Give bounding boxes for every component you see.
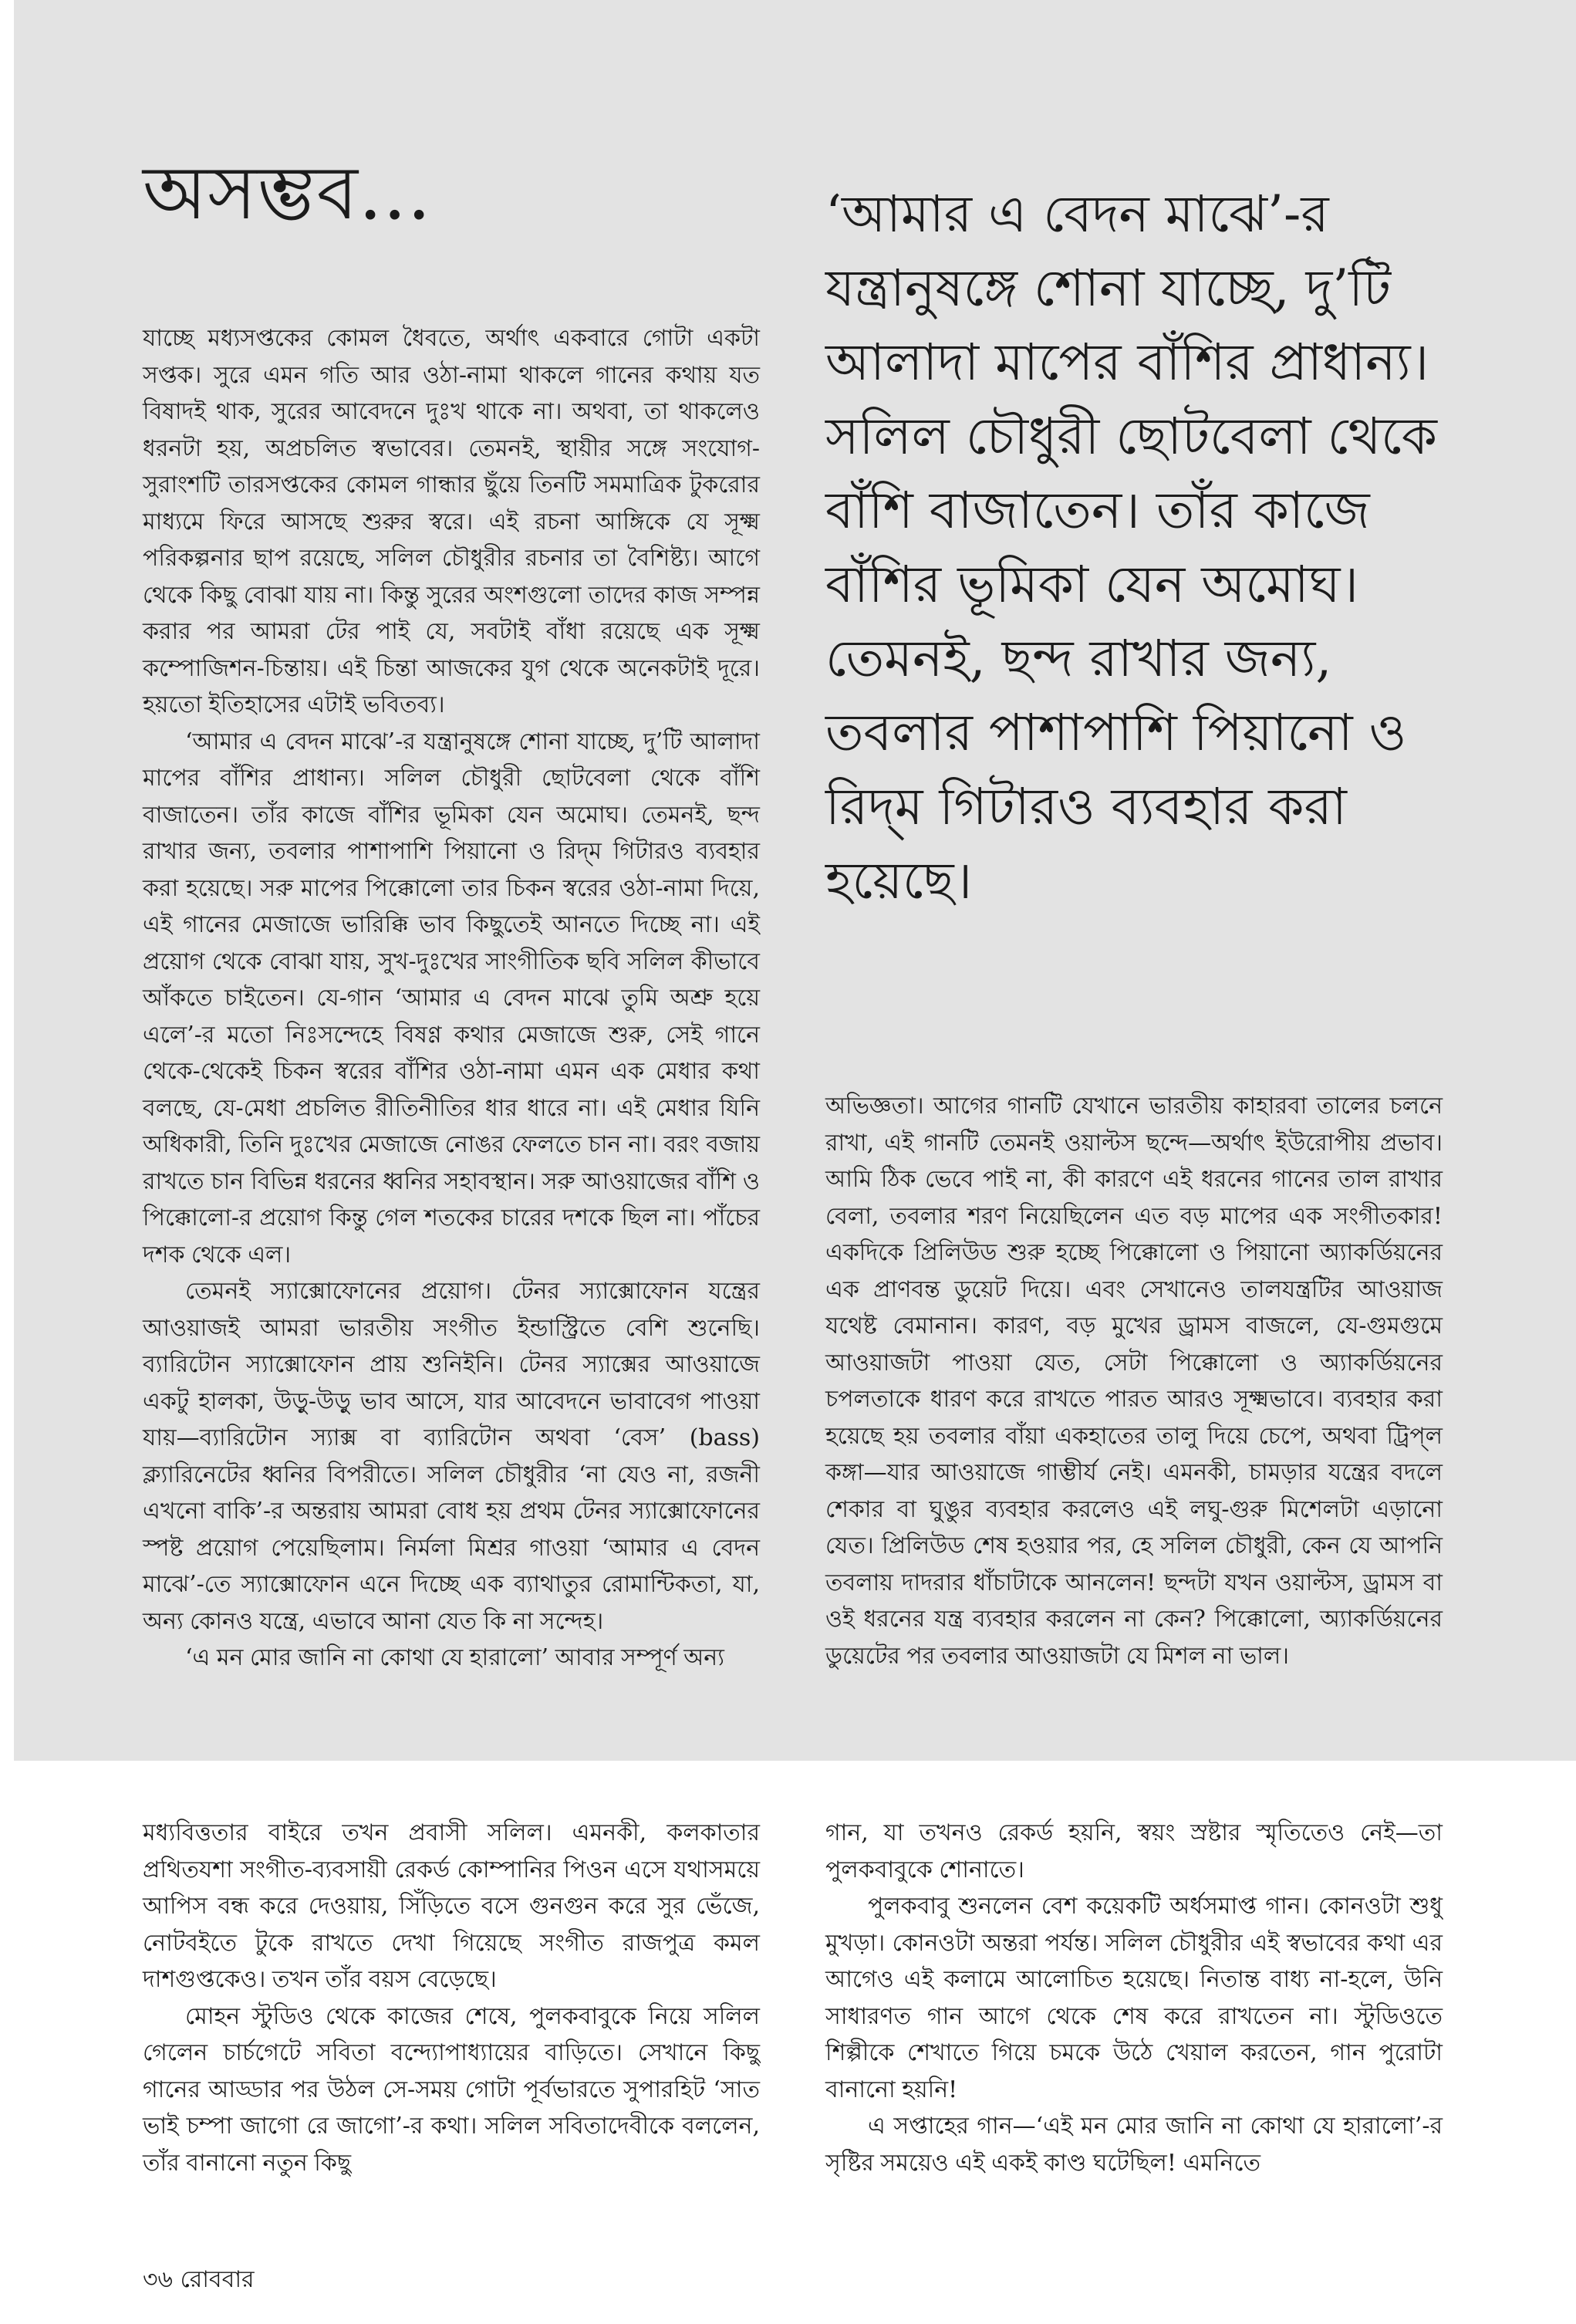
paragraph: যাচ্ছে মধ্যসপ্তকের কোমল ধৈবতে, অর্থাৎ একবারে গোটা একটা সপ্তক। সুরে এমন গতি আর ওঠা-নামা থাকলে গানের কথায় যত বিষাদই থাক, সুরের আবেদনে দুঃখ থাকে না। অথবা, তা থাকলেও ধরনটা হয়, অপ্রচলিত স্বভাবের। তেমনই, স্থায়ীর সঙ্গে সংযোগ-সুরাংশটি তারসপ্তকের কোমল গান্ধার ছুঁয়ে তিনটি সমমাত্রিক টুকরোর মাধ্যমে ফিরে আসছে শুরুর স্বরে। এই রচনা আঙ্গিকে যে সূক্ষ্ম পরিকল্পনার ছাপ রয়েছে, সলিল চৌধুরীর রচনার তা বৈশিষ্ট্য। আগে থেকে কিছু বোঝা যায় না। কিন্তু সুরের অংশগুলো তাদের কাজ সম্পন্ন করার পর আমরা টের পাই যে, সবটাই বাঁধা রয়েছে এক সূক্ষ্ম কম্পোজিশন-চিন্তায়। এই চিন্তা আজকের যুগ থেকে অনেকটাই দূরে। হয়তো ইতিহাসের এটাই ভবিতব্য। — [143, 325, 760, 718]
top-left-column — [143, 320, 760, 1677]
publication-name: রোববার — [180, 2266, 255, 2293]
paragraph: গান, যা তখনও রেকর্ড হয়নি, স্বয়ং স্রষ্টার স্মৃতিতেও নেই—তা পুলকবাবুকে শোনাতে। — [825, 1819, 1443, 1883]
paragraph: ‘এ মন মোর জানি না কোথা যে হারালো’ আবার সম্পূর্ণ অন্য — [185, 1644, 724, 1671]
bottom-left-column — [143, 1815, 760, 2181]
page-footer — [143, 2265, 255, 2295]
page-number: ৩৬ — [143, 2266, 174, 2293]
article-heading: অসম্ভব... — [143, 150, 432, 236]
paragraph: মধ্যবিত্ততার বাইরে তখন প্রবাসী সলিল। এমনকী, কলকাতার প্রথিতযশা সংগীত-ব্যবসায়ী রেকর্ড কোম্পানির পিওন এসে যথাসময়ে আপিস বন্ধ করে দেওয়ায়, সিঁড়িতে বসে গুনগুন করে সুর ভেঁজে, নোটবইতে টুকে রাখতে দেখা গিয়েছে সংগীত রাজপুত্র কমল দাশগুপ্তকেও। তখন তাঁর বয়স বেড়েছে। — [143, 1819, 760, 1993]
paragraph: ‘আমার এ বেদন মাঝে’-র যন্ত্রানুষঙ্গে শোনা যাচ্ছে, দু’টি আলাদা মাপের বাঁশির প্রাধান্য। সলিল চৌধুরী ছোটবেলা থেকে বাঁশি বাজাতেন। তাঁর কাজে বাঁশির ভূমিকা যেন অমোঘ। তেমনই, ছন্দ রাখার জন্য, তবলার পাশাপাশি পিয়ানো ও রিদ্‌ম গিটারও ব্যবহার করা হয়েছে। সরু মাপের পিক্কোলো তার চিকন স্বরের ওঠা-নামা দিয়ে, এই গানের মেজাজে ভারিক্কি ভাব কিছুতেই আনতে দিচ্ছে না। এই প্রয়োগ থেকে বোঝা যায়, সুখ-দুঃখের সাংগীতিক ছবি সলিল কীভাবে আঁকতে চাইতেন। যে-গান ‘আমার এ বেদন মাঝে তুমি অশ্রু হয়ে এলে’-র মতো নিঃসন্দেহে বিষণ্ণ কথার মেজাজে শুরু, সেই গানে থেকে-থেকেই চিকন স্বরের বাঁশির ওঠা-নামা এমন এক মেধার কথা বলছে, যে-মেধা প্রচলিত রীতিনীতির ধার ধারে না। এই মেধার যিনি অধিকারী, তিনি দুঃখের মেজাজে নোঙর ফেলতে চান না। বরং বজায় রাখতে চান বিভিন্ন ধরনের ধ্বনির সহাবস্থান। সরু আওয়াজের বাঁশি ও পিক্কোলো-র প্রয়োগ কিন্তু গেল শতকের চারের দশকে ছিল না। পাঁচের দশক থেকে এল। — [143, 728, 760, 1268]
paragraph: এ সপ্তাহের গান—‘এই মন মোর জানি না কোথা যে হারালো’-র সৃষ্টির সময়েও এই একই কাণ্ড ঘটেছিল! এমনিতে — [825, 2113, 1443, 2177]
bottom-right-column — [825, 1815, 1443, 2181]
paragraph: অভিজ্ঞতা। আগের গানটি যেখানে ভারতীয় কাহারবা তালের চলনে রাখা, এই গানটি তেমনই ওয়াল্টস ছন্দে—অর্থাৎ ইউরোপীয় প্রভাব। আমি ঠিক ভেবে পাই না, কী কারণে এই ধরনের গানের তাল রাখার বেলা, তবলার শরণ নিয়েছিলেন এত বড় মাপের এক সংগীতকার! একদিকে প্রিলিউড শুরু হচ্ছে পিক্কোলো ও পিয়ানো অ্যাকর্ডিয়নের এক প্রাণবন্ত ডুয়েট দিয়ে। এবং সেখানেও তালযন্ত্রটির আওয়াজ যথেষ্ট বেমানান। কারণ, বড় মুখের ড্রামস বাজলে, যে-গুমগুমে আওয়াজটা পাওয়া যেত, সেটা পিক্কোলো ও অ্যাকর্ডিয়নের চপলতাকে ধারণ করে রাখতে পারত আরও সূক্ষ্মভাবে। ব্যবহার করা হয়েছে হয় তবলার বাঁয়া একহাতের তালু দিয়ে চেপে, অথবা ট্রিপ্‌ল কঙ্গা—যার আওয়াজে গাম্ভীর্য নেই। এমনকী, চামড়ার যন্ত্রের বদলে শেকার বা ঘুঙুর ব্যবহার করলেও এই লঘু-গুরু মিশেলটা এড়ানো যেত। প্রিলিউড শেষ হওয়ার পর, হে সলিল চৌধুরী, কেন যে আপনি তবলায় দাদরার ধাঁচাটাকে আনলেন! ছন্দটা যখন ওয়াল্টস, ড্রামস বা ওই ধরনের যন্ত্র ব্যবহার করলেন না কেন? পিক্কোলো, অ্যাকর্ডিয়নের ডুয়েটের পর তবলার আওয়াজটা যে মিশল না ভাল। — [825, 1093, 1443, 1670]
top-right-column — [825, 1088, 1443, 1674]
pull-quote: ‘আমার এ বেদন মাঝে’-র যন্ত্রানুষঙ্গে শোনা যাচ্ছে, দু’টি আলাদা মাপের বাঁশির প্রাধান্য। সলিল চৌধুরী ছোটবেলা থেকে বাঁশি বাজাতেন। তাঁর কাজে বাঁশির ভূমিকা যেন অমোঘ। তেমনই, ছন্দ রাখার জন্য, তবলার পাশাপাশি পিয়ানো ও রিদ্‌ম গিটারও ব্যবহার করা হয়েছে। — [825, 184, 1437, 910]
paragraph: তেমনই স্যাক্সোফোনের প্রয়োগ। টেনর স্যাক্সোফোন যন্ত্রের আওয়াজই আমরা ভারতীয় সংগীত ইন্ডাস্ট্রিতে বেশি শুনেছি। ব্যারিটোন স্যাক্সোফোন প্রায় শুনিইনি। টেনর স্যাক্সের আওয়াজে একটু হালকা, উড়ু-উড়ু ভাব আসে, যার আবেদনে ভাবাবেগ পাওয়া যায়—ব্যারিটোন স্যাক্স বা ব্যারিটোন অথবা ‘বেস’ (bass) ক্ল্যারিনেটের ধ্বনির বিপরীতে। সলিল চৌধুরীর ‘না যেও না, রজনী এখনো বাকি’-র অন্তরায় আমরা বোধ হয় প্রথম টেনর স্যাক্সোফোনের স্পষ্ট প্রয়োগ পেয়েছিলাম। নির্মলা মিশ্রর গাওয়া ‘আমার এ বেদন মাঝে’-তে স্যাক্সোফোন এনে দিচ্ছে এক ব্যাথাতুর রোমান্টিকতা, যা, অন্য কোনও যন্ত্রে, এভাবে আনা যেত কি না সন্দেহ। — [143, 1278, 760, 1635]
paragraph: মোহন স্টুডিও থেকে কাজের শেষে, পুলকবাবুকে নিয়ে সলিল গেলেন চার্চগেটে সবিতা বন্দ্যোপাধ্যায়ের বাড়িতে। সেখানে কিছু গানের আড্ডার পর উঠল সে-সময় গোটা পূর্বভারতে সুপারহিট ‘সাত ভাই চম্পা জাগো রে জাগো’-র কথা। সলিল সবিতাদেবীকে বললেন, তাঁর বানানো নতুন কিছু — [143, 2002, 760, 2177]
paragraph: পুলকবাবু শুনলেন বেশ কয়েকটি অর্ধসমাপ্ত গান। কোনওটা শুধু মুখড়া। কোনওটা অন্তরা পর্যন্ত। সলিল চৌধুরীর এই স্বভাবের কথা এর আগেও এই কলামে আলোচিত হয়েছে। নিতান্ত বাধ্য না-হলে, উনি সাধারণত গান আগে থেকে শেষ করে রাখতেন না। স্টুডিওতে শিল্পীকে শেখাতে গিয়ে চমকে উঠে খেয়াল করতেন, গান পুরোটা বানানো হয়নি! — [825, 1893, 1443, 2103]
